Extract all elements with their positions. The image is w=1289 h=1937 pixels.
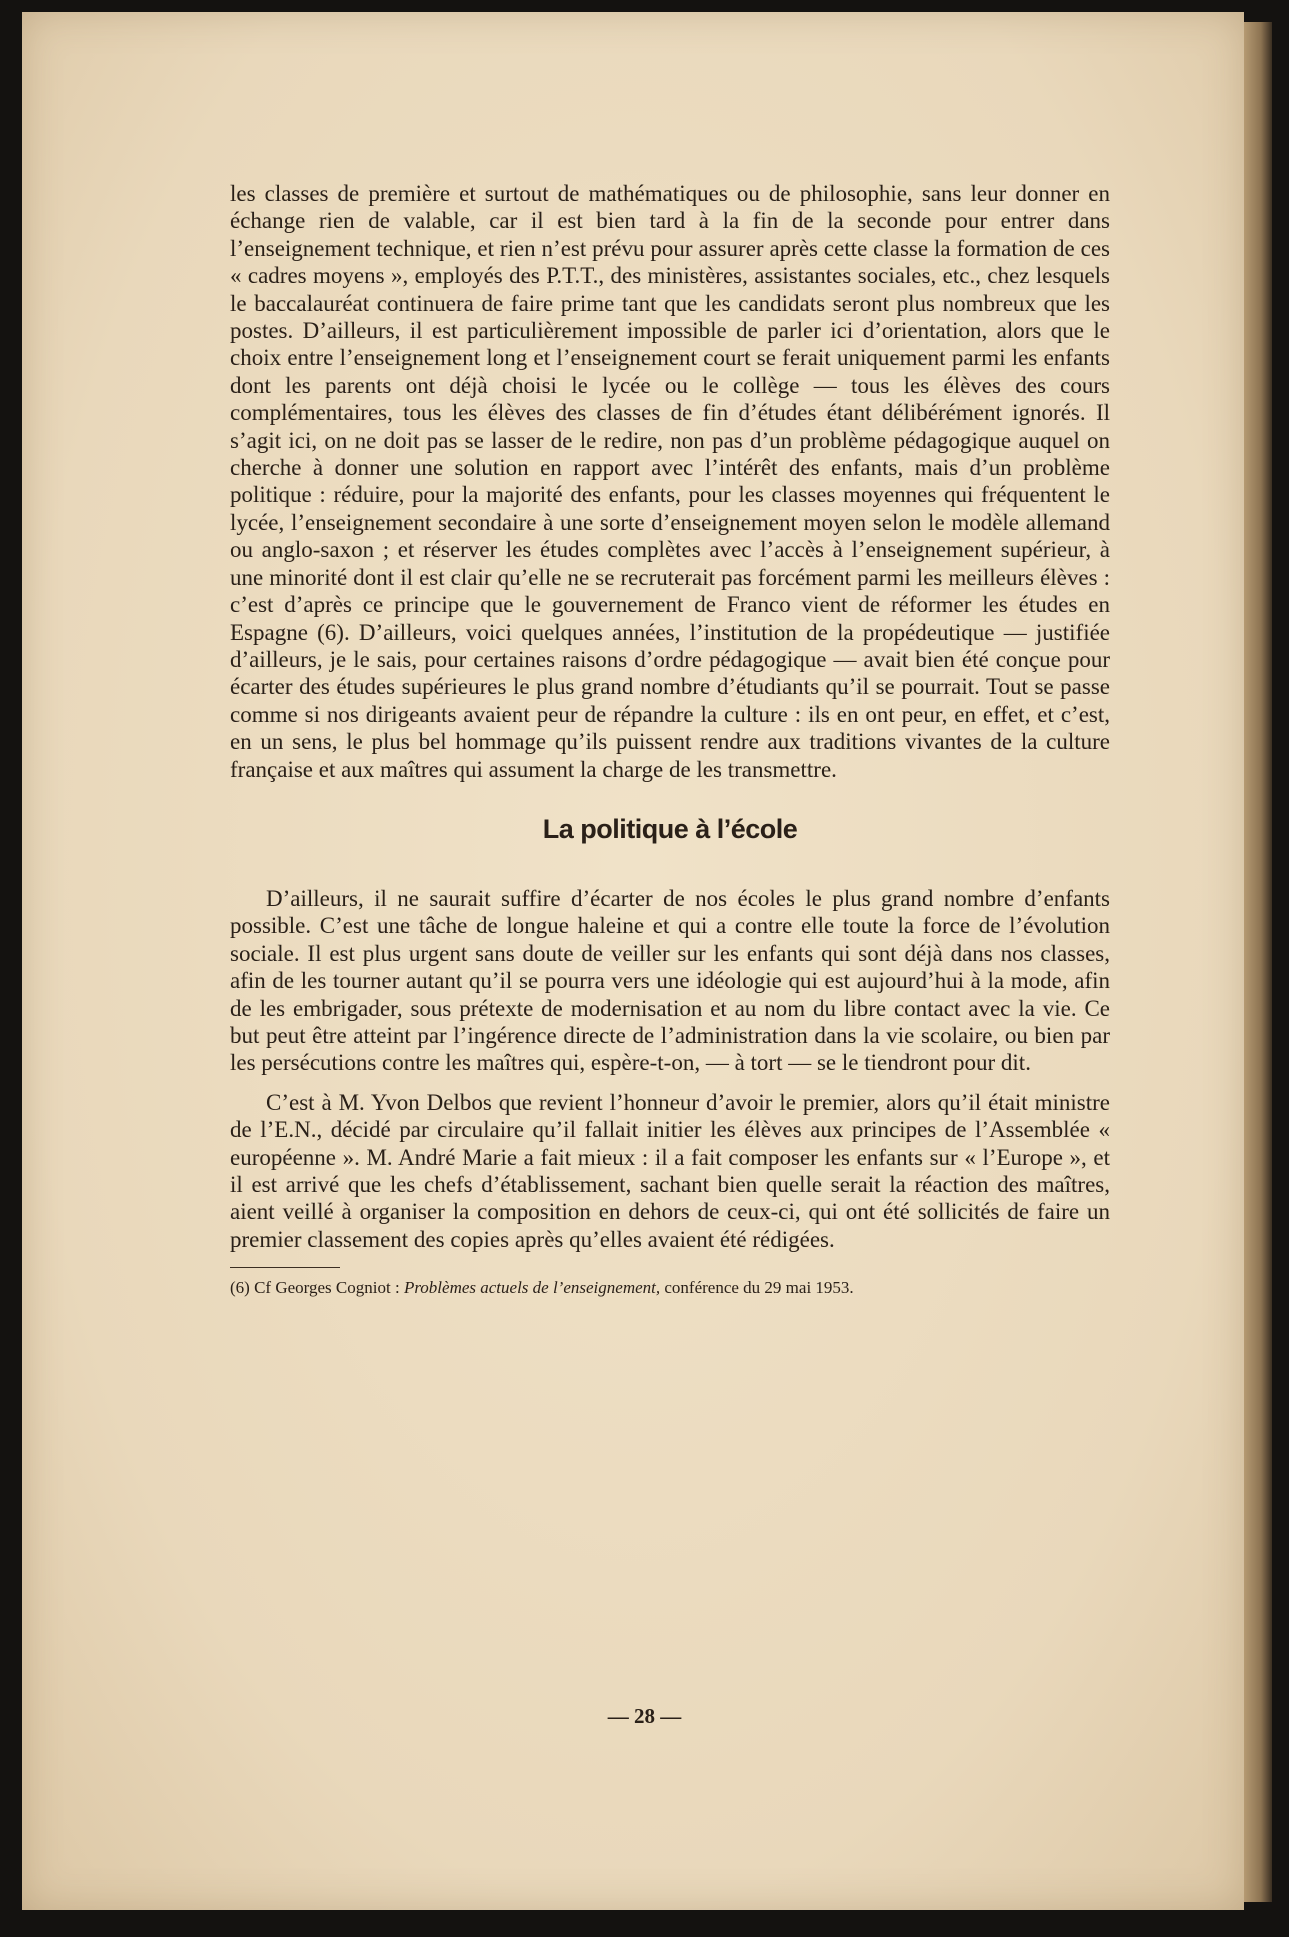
paragraph: C’est à M. Yvon Delbos que revient l’honneur d’avoir le premier, alors qu’il était ministre de l’E.N., décidé par circulaire qu’il fallait initier les élèves aux principes de l’Assemblée « européenne ». M. André Marie a fait mieux : il a fait composer les enfants sur « l’Europe », et il est arrivé que les chefs d’établissement, sachant bien quelle serait la réaction des maîtres, aient veillé à organiser la composition en dehors de ceux-ci, qui ont été sollicités de faire un premier classement des copies après qu’elles avaient été rédigées. [230,1089,1110,1252]
page-number: — 28 — [607,1704,682,1728]
footnote [230,1278,1110,1297]
page-text [230,180,1110,1297]
page-edge [1244,22,1272,1902]
paragraph-continued: les classes de première et surtout de mathématiques ou de philosophie, sans leur donner en échange rien de valable, car il est bien tard à la fin de la seconde pour entrer dans l’enseignement technique, et rien n’est prévu pour assurer après cette classe la formation de ces « cadres moyens », employés des P.T.T., des ministères, assistantes sociales, etc., chez lesquels le baccalauréat continuera de faire prime tant que les candidats seront plus nombreux que les postes. D’ailleurs, il est particulièrement impossible de parler ici d’orientation, alors que le choix entre l’enseignement long et l’enseignement court se ferait uniquement parmi les enfants dont les parents ont déjà choisi le lycée ou le collège — tous les élèves des cours complémentaires, tous les élèves des classes de fin d’études étant délibérément ignorés. Il s’agit ici, on ne doit pas se lasser de le redire, non pas d’un problème pédagogique auquel on cherche à donner une solution en rapport avec l’intérêt des enfants, mais d’un problème politique : réduire, pour la majorité des enfants, pour les classes moyennes qui fréquentent le lycée, l’enseignement secondaire à une sorte d’enseignement moyen selon le modèle allemand ou anglo-saxon ; et réserver les études complètes avec l’accès à l’enseignement supérieur, à une minorité dont il est clair qu’elle ne se recruterait pas forcément parmi les meilleurs élèves : c’est d’après ce principe que le gouvernement de Franco vient de réformer les études en Espagne (6). D’ailleurs, voici quelques années, l’institution de la propédeutique — justifiée d’ailleurs, je le sais, pour certaines raisons d’ordre pédagogique — avait bien été conçue pour écarter des études supérieures le plus grand nombre d’étudiants qu’il se pourrait. Tout se passe comme si nos dirigeants avaient peur de répandre la culture : ils en ont peur, en effet, et c’est, en un sens, le plus bel hommage qu’ils puissent rendre aux traditions vivantes de la culture française et aux maîtres qui assument la charge de les transmettre. [230,181,1110,782]
footnote-author: Cf Georges Cogniot : [254,1278,400,1298]
paragraph: D’ailleurs, il ne saurait suffire d’écarter de nos écoles le plus grand nombre d’enfants possible. C’est une tâche de longue haleine et qui a contre elle toute la force de l’évolution sociale. Il est plus urgent sans doute de veiller sur les enfants qui sont déjà dans nos classes, afin de les tourner autant qu’il se pourra vers une idéologie qui est aujourd’hui à la mode, afin de les embrigader, sous prétexte de modernisation et au nom du libre contact avec la vie. Ce but peut être atteint par l’ingérence directe de l’administration dans la vie scolaire, ou bien par les persécutions contre les maîtres qui, espère-t-on, — à tort — se le tiendront pour dit. [230,885,1110,1076]
section-heading: La politique à l’école [542,813,798,844]
footnote-title: Problèmes actuels de l’enseignement, [403,1278,661,1298]
footnote-rule [230,1267,340,1268]
footnote-marker: (6) [230,1278,250,1298]
footnote-rest: conférence du 29 mai 1953. [664,1278,854,1298]
